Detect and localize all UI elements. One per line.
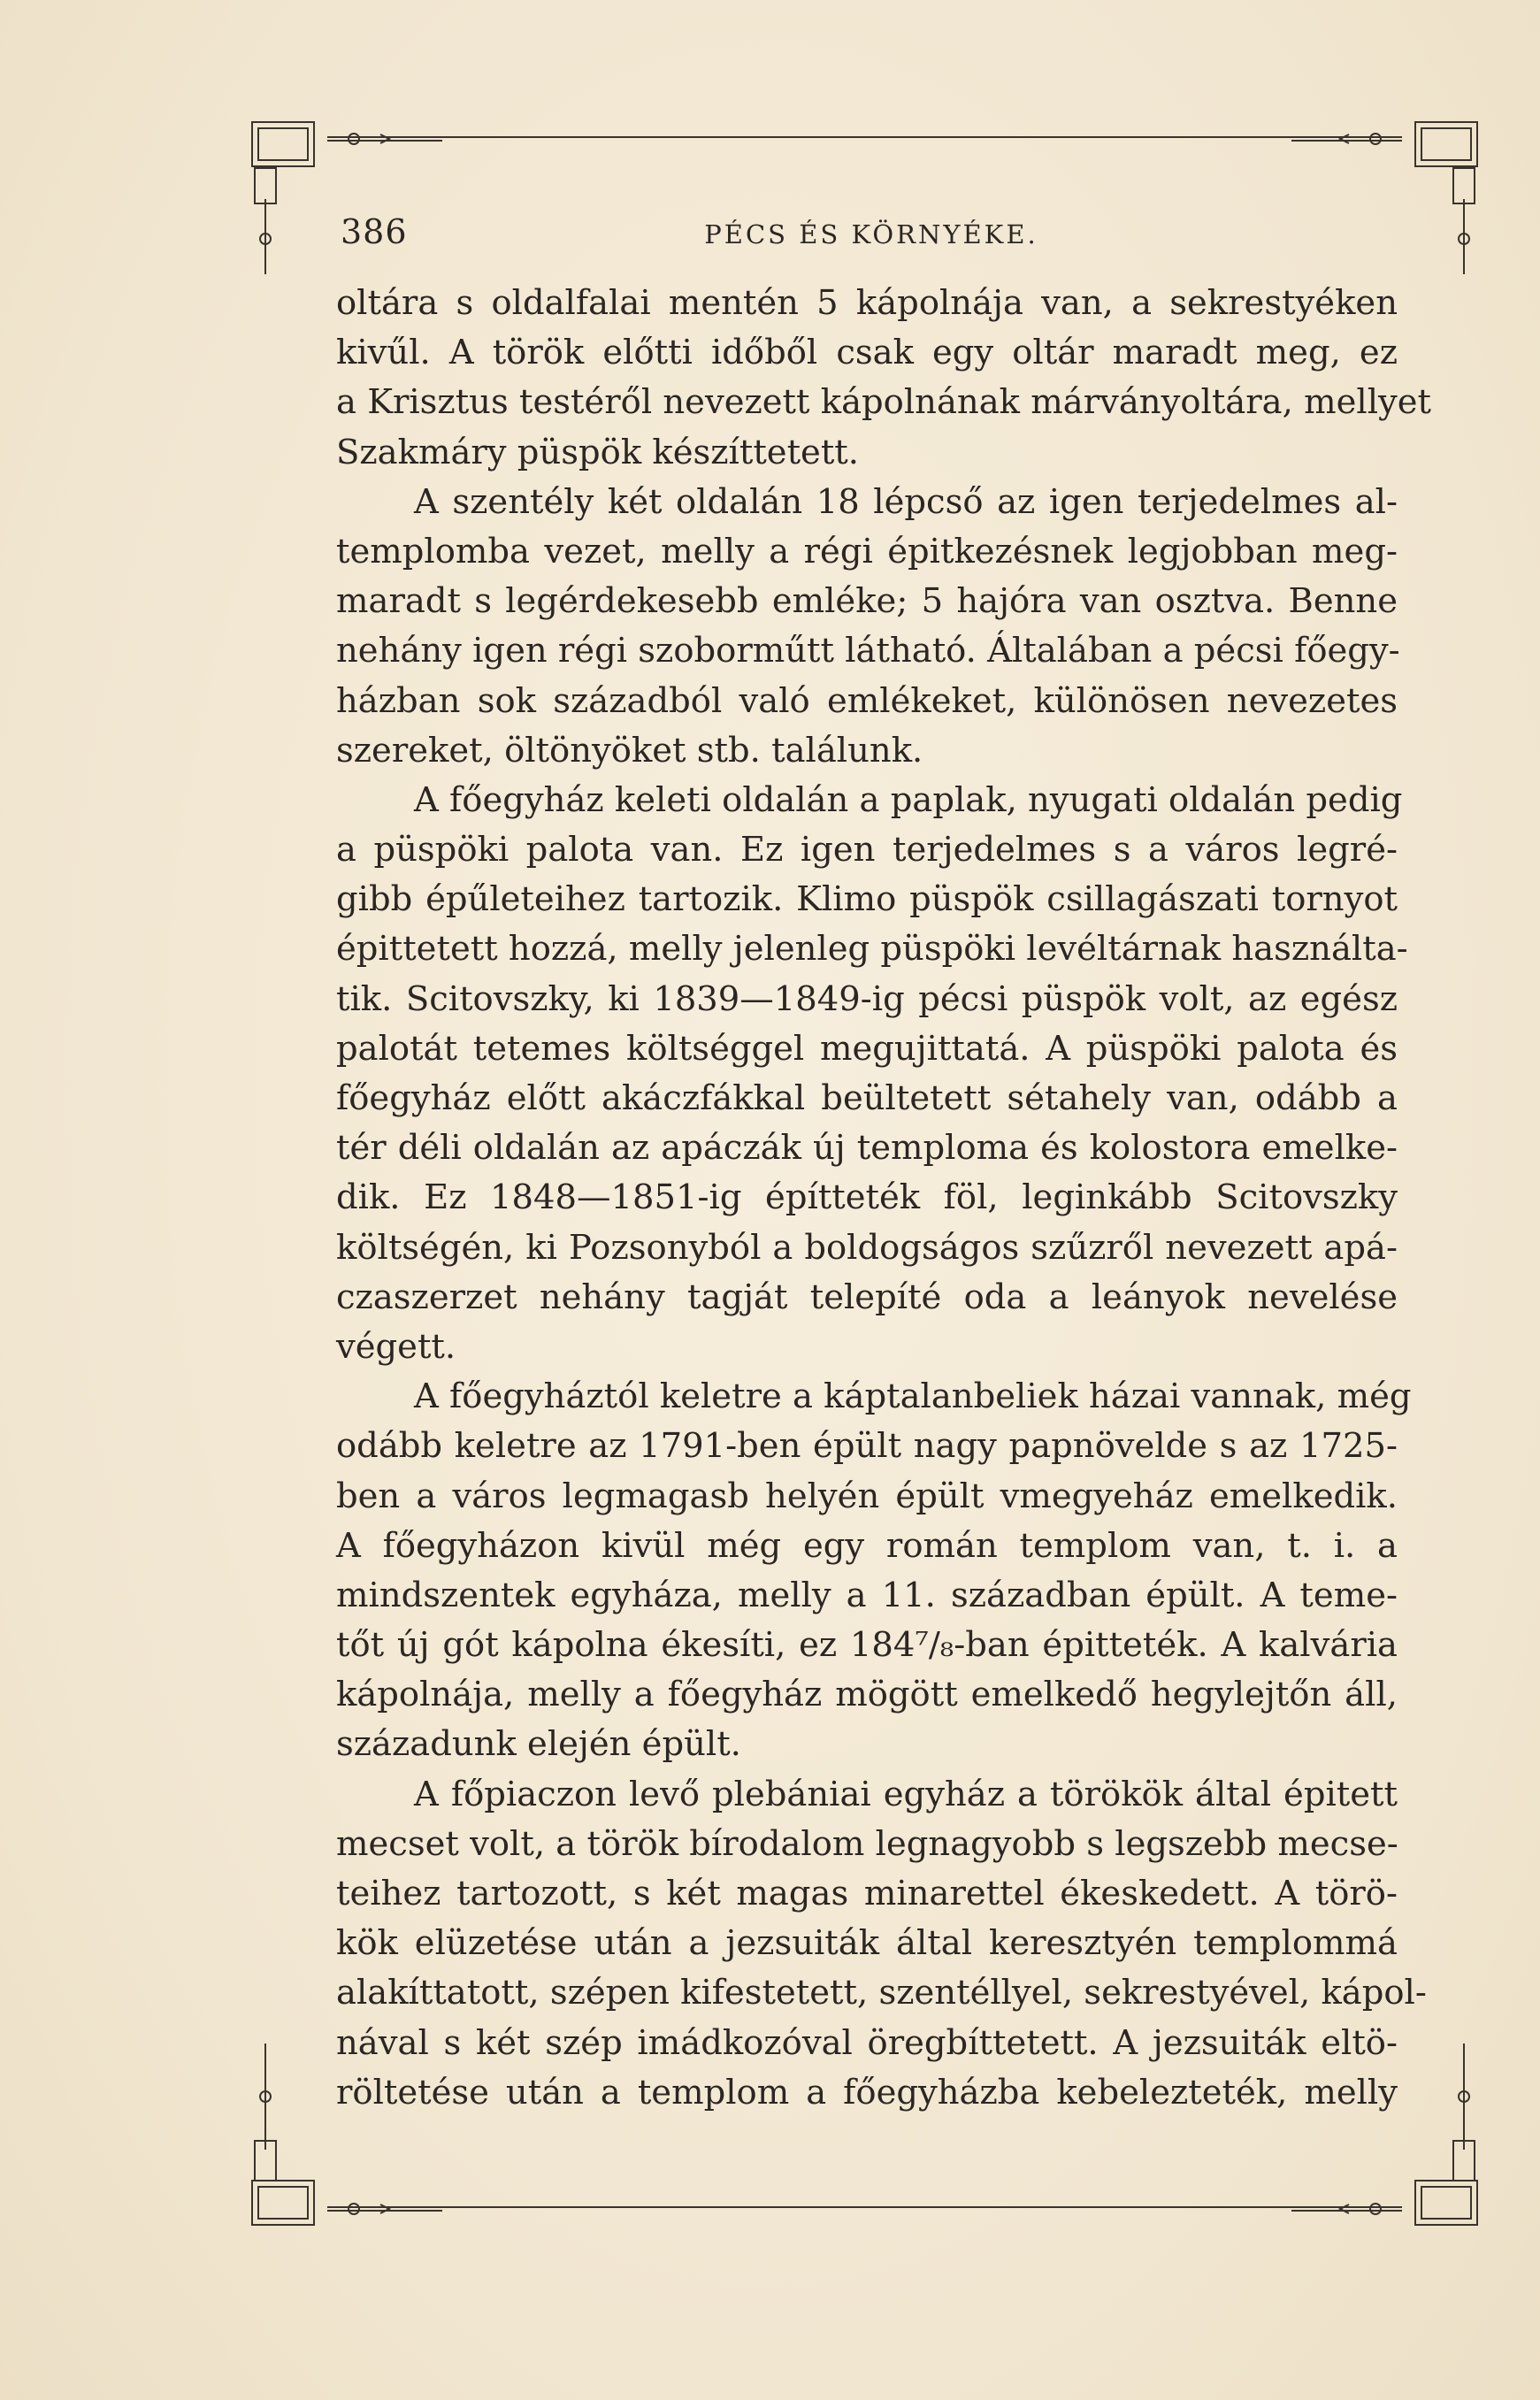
text-line: oltára s oldalfalai mentén 5 kápolnája van, a sekrestyéken [336,283,1398,323]
page-header [341,212,1402,265]
text-line: kápolnája, melly a főegyház mögött emelkedő hegylejtőn áll, [336,1675,1398,1715]
text-line: alakíttatott, szépen kifestetett, szentéllyel, sekrestyével, kápol- [336,1973,1427,2013]
text-line: A szentély két oldalán 18 lépcső az igen terjedelmes al- [414,481,1398,522]
text-line: a püspöki palota van. Ez igen terjedelmes s a város legré- [336,830,1398,870]
text-line: tér déli oldalán az apáczák új temploma és kolostora emelke- [336,1128,1398,1169]
text-line: czaszerzet nehány tagját telepíté oda a leányok nevelése [336,1277,1398,1317]
text-line: házban sok századból való emlékeket, különösen nevezetes [336,680,1398,721]
text-line: költségén, ki Pozsonyból a boldogságos szűzről nevezett apá- [336,1227,1398,1268]
text-line: nehány igen régi szoborműtt látható. Általában a pécsi főegy- [336,631,1400,671]
running-head: PÉCS ÉS KÖRNYÉKE. [704,219,1038,249]
text-line: végett. [336,1326,456,1367]
text-line: mecset volt, a török bírodalom legnagyobb s legszebb mecse- [336,1823,1398,1864]
body-text [336,279,1432,2118]
text-line: Szakmáry püspök készíttetett. [336,432,860,472]
text-line: nával s két szép imádkozóval öregbíttetett. A jezsuiták eltö- [336,2022,1398,2063]
text-line: dik. Ez 1848—1851-ig építteték föl, leginkább Scitovszky [336,1177,1398,1218]
text-line: épittetett hozzá, melly jelenleg püspöki levéltárnak használta- [336,929,1408,970]
text-line: a Krisztus testéről nevezett kápolnának márványoltára, mellyet [336,382,1432,423]
text-line: A főegyház keleti oldalán a paplak, nyugati oldalán pedig [414,779,1403,820]
text-line: templomba vezet, melly a régi épitkezésnek legjobban meg- [336,531,1398,571]
text-line: főegyház előtt akáczfákkal beültetett sétahely van, odább a [336,1078,1398,1118]
text-line: ben a város legmagasb helyén épült vmegyeház emelkedik. [336,1476,1398,1516]
text-line: A főegyháztól keletre a káptalanbeliek házai vannak, még [414,1376,1412,1417]
text-line: kök elüzetése után a jezsuiták által keresztyén templommá [336,1923,1398,1964]
text-line: gibb épűleteihez tartozik. Klimo püspök csillagászati tornyot [336,879,1398,920]
text-line: teihez tartozott, s két magas minarettel ékeskedett. A törö- [336,1874,1398,1913]
text-line: tőt új gót kápolna ékesíti, ez 184⁷/₈-ban épitteték. A kalvária [336,1625,1398,1666]
text-line: odább keletre az 1791-ben épült nagy papnövelde s az 1725- [336,1426,1398,1467]
text-line: tik. Scitovszky, ki 1839—1849-ig pécsi püspök volt, az egész [336,978,1398,1019]
text-line: századunk elején épült. [336,1724,741,1765]
text-line: röltetése után a templom a főegyházba kebelezteték, melly [336,2072,1398,2112]
text-line: maradt s legérdekesebb emléke; 5 hajóra van osztva. Benne [336,581,1398,622]
text-line: mindszentek egyháza, melly a 11. században épült. A teme- [336,1575,1398,1615]
text-line: A főegyházon kivül még egy román templom van, t. i. a [336,1525,1398,1566]
text-line: szereket, öltönyöket stb. találunk. [336,730,923,771]
text-line: kivűl. A török előtti időből csak egy oltár maradt meg, ez [336,333,1398,373]
text-line: palotát tetemes költséggel megujittatá. A püspöki palota és [336,1028,1398,1069]
text-line: A főpiaczon levő plebániai egyház a törökök által épitett [414,1774,1398,1814]
page-number: 386 [341,212,408,251]
